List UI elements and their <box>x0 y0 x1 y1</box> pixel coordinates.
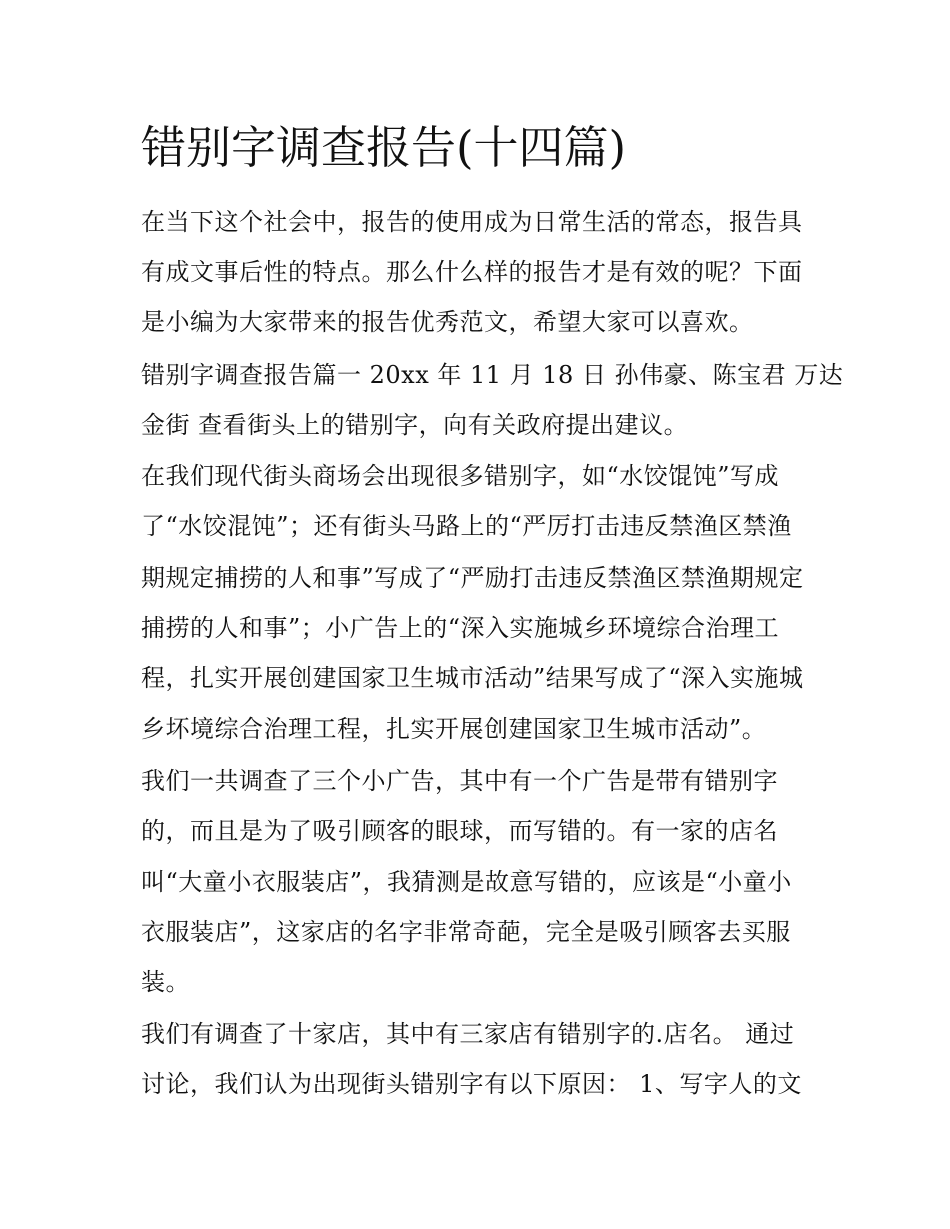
body-line: 期规定捕捞的人和事”写成了“严励打击违反禁渔区禁渔期规定 <box>141 564 804 592</box>
body-line: 程，扎实开展创建国家卫生城市活动”结果写成了“深入实施城 <box>141 664 804 692</box>
body-line: 装。 <box>141 968 190 996</box>
body-line: 衣服装店”，这家店的名字非常奇葩，完全是吸引顾客去买服 <box>141 918 791 946</box>
body-line: 是小编为大家带来的报告优秀范文，希望大家可以喜欢。 <box>141 308 754 336</box>
body-line: 金街 查看街头上的错别字，向有关政府提出建议。 <box>141 411 689 439</box>
body-line: 讨论，我们认为出现街头错别字有以下原因： 1、写字人的文 <box>141 1070 802 1098</box>
body-line: 的，而且是为了吸引顾客的眼球，而写错的。有一家的店名 <box>141 817 778 845</box>
body-line: 捕捞的人和事”；小广告上的“深入实施城乡环境综合治理工 <box>141 614 780 642</box>
body-line: 叫“大童小衣服装店”，我猜测是故意写错的，应该是“小童小 <box>141 868 792 896</box>
body-line: 有成文事后性的特点。那么什么样的报告才是有效的呢？下面 <box>141 258 803 286</box>
document-title: 错别字调查报告(十四篇) <box>141 121 627 174</box>
body-line: 错别字调查报告篇一 20xx 年 11 月 18 日 孙伟豪、陈宝君 万达 <box>141 361 844 389</box>
body-line: 在当下这个社会中，报告的使用成为日常生活的常态，报告具 <box>141 208 803 236</box>
body-line: 乡坏境综合治理工程，扎实开展创建国家卫生城市活动”。 <box>141 715 767 743</box>
body-line: 我们有调查了十家店，其中有三家店有错别字的.店名。 通过 <box>141 1020 795 1048</box>
body-line: 在我们现代街头商场会出现很多错别字，如“水饺馄饨”写成 <box>141 462 780 490</box>
body-line: 我们一共调查了三个小广告，其中有一个广告是带有错别字 <box>141 767 778 795</box>
body-line: 了“水饺混饨”；还有街头马路上的“严厉打击违反禁渔区禁渔 <box>141 512 792 540</box>
